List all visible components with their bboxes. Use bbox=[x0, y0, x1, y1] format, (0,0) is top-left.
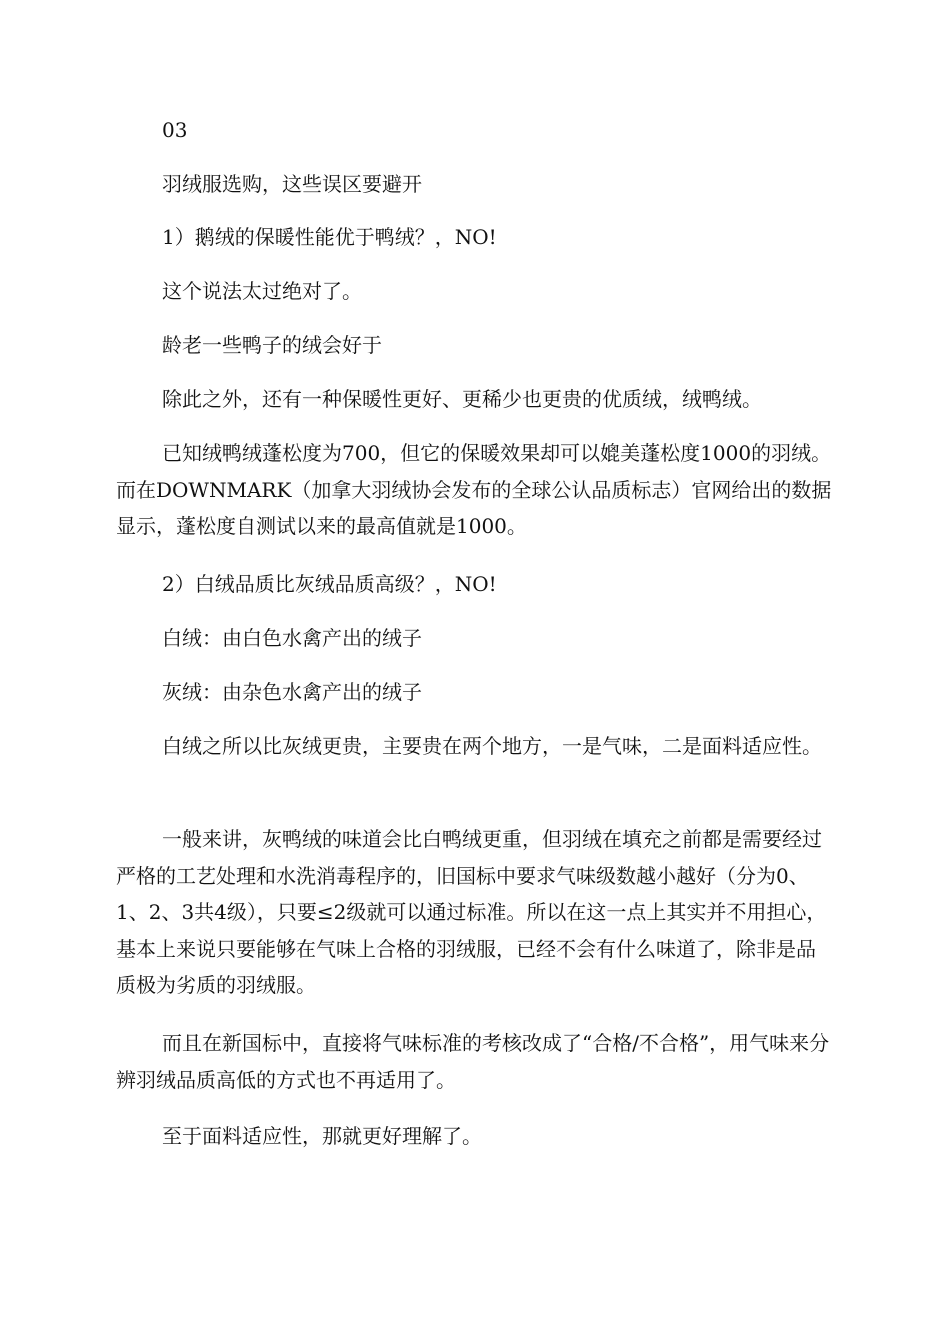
paragraph: 已知绒鸭绒蓬松度为700，但它的保暖效果却可以媲美蓬松度1000的羽绒。而在DOWNMARK（加拿大羽绒协会发布的全球公认品质标志）官网给出的数据显示，蓬松度自测试以来的最高值就是1000。 bbox=[116, 441, 832, 538]
paragraph: 白绒：由白色水禽产出的绒子 bbox=[162, 626, 422, 650]
paragraph: 而且在新国标中，直接将气味标准的考核改成了“合格/不合格”，用气味来分辨羽绒品质高低的方式也不再适用了。 bbox=[116, 1031, 830, 1092]
paragraph: 龄老一些鸭子的绒会好于 bbox=[162, 333, 382, 357]
paragraph: 灰绒：由杂色水禽产出的绒子 bbox=[162, 680, 422, 704]
paragraph: 白绒之所以比灰绒更贵，主要贵在两个地方，一是气味，二是面料适应性。 bbox=[162, 734, 822, 758]
paragraph: 除此之外，还有一种保暖性更好、更稀少也更贵的优质绒，绒鸭绒。 bbox=[162, 387, 762, 411]
paragraph: 至于面料适应性，那就更好理解了。 bbox=[162, 1124, 482, 1148]
paragraph: 一般来讲，灰鸭绒的味道会比白鸭绒更重，但羽绒在填充之前都是需要经过严格的工艺处理和水洗消毒程序的，旧国标中要求气味级数越小越好（分为0、1、2、3共4级），只要≤2级就可以通过标准。所以在这一点上其实并不用担心，基本上来说只要能够在气味上合格的羽绒服，已经不会有什么味道了，除非是品质极为劣质的羽绒服。 bbox=[116, 827, 827, 997]
section-number: 03 bbox=[162, 118, 188, 142]
myth-2-heading: 2）白绒品质比灰绒品质高级？，NO! bbox=[162, 572, 497, 596]
section-heading: 羽绒服选购，这些误区要避开 bbox=[162, 172, 422, 196]
myth-1-heading: 1）鹅绒的保暖性能优于鸭绒？，NO! bbox=[162, 225, 497, 249]
paragraph: 这个说法太过绝对了。 bbox=[162, 279, 362, 303]
